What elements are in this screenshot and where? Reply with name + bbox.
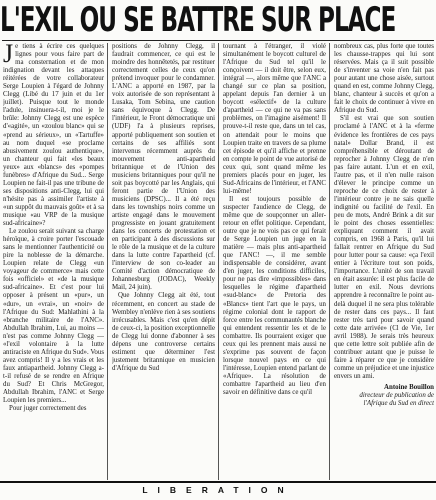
paragraph: Pour juger correctement des <box>9 405 87 413</box>
headline-rule <box>2 40 434 41</box>
column-2 <box>112 43 215 481</box>
column-4 <box>334 43 434 481</box>
paragraph: Le zoulou serait suivant sa charge héroïque, à croire porter l'escouade sans le mentionner l'authenticité ou pire la noblesse de la démarche. Loupien relate de Clegg «un voyageur de commerce» mais cette fois «officiel» et «de la musique sud-africaine». Et c'est pour lui opposer à présent un «pur», un «dur», un «vrai», un «noir» de l'Afrique du Sud: Mahlathini à la «branche militaire de l'ANC». Abdullah Ibrahim, Lui, au moins — n'est pas comme Johnny Clegg — «l'exil volontaire à la lutte antiraciste en Afrique du Sud». Vous avez compris! Il y a les vrais et les faux antiapartheid. Johnny Clegg a-t-il refusé de se rendre en Afrique du Sud? Et Chris McGregor, Abdullah Ibrahim, l'ANC et Serge Loupien les premiers... <box>3 228 104 405</box>
paragraph <box>3 43 104 228</box>
article-body <box>3 43 434 481</box>
headline: L'EXIL OU SE BATTRE SUR PLACE <box>0 0 396 40</box>
signature-role: directeur de publication de l'Afrique du Sud en direct <box>359 392 434 408</box>
paragraph: Que Johnny Clegg ait été, tout récemment, en concert au stade de Wembley n'enlève rien à ses soutiens irrécusables. Mais c'est qu'en dépit de ceux-ci, la position exceptionnelle de Clegg lui donne d'abonner à ses dépens une controverse certains estiment que déterminer l'est justement britannique en musicien d'Afrique du Sud <box>112 292 215 372</box>
footer-bar <box>0 481 436 500</box>
paragraph: S'il est vrai que son soutien proclamé à l'ANC et à la «ferme évidence les frontières de ces pays natal» Dollar Brand, il est compréhensible et déroutant de reprocher à Johnny Clegg de n'en pas faire autant. L'un et en exil, l'autre pas, et il n'en nulle raison d'élever le principe comme un reproche de ce choix de rester à l'intérieur contre je ne sais quelle indignité ou facilité de l'exil. En peu de mots, André Brink a dit sur le point des choses essentielles: expliquant comment il avait compris, en 1968 à Paris, qu'il lui fallait rentrer en Afrique du Sud pour lutter pour sa cause: «ça l'exil entier à l'écriture tout son poids, l'importance. L'unité de son travail en était assurée: il est plus facile de lutter en exil. Nous devrions apprendre à reconnaître le point au-delà duquel il ne sera plus tolérable de rester dans ces pays... Il faut rester très tard pour savoir quand cette date arrivée» (Cl de Vie, 1er avril 1988). Je serais très heureux que cette lettre soit publiée afin de contribuer autant que je puisse le faire à réparer ce que je considère comme un préjudice et une injustice envers un ami. <box>334 115 434 380</box>
paragraph: tournant à l'étranger, il violé simultanément le boycott culturel de l'Afrique du Sud tel qu'il le conçoivent — il doit être, selon eux, intégral —, alors même que l'ANC a changé sur ce plan sa position, appelant depuis l'an dernier à un boycott «sélectif» de la culture d'apartheid — ce qui ne va pas sans problèmes, on l'imagine aisément! Il prouve-t-il reste que, dans un tel cas, on attendait pour le moins que Loupien traite en travers de sa plume cet épisode et qu'il affiche et prenne en compte le point de vue autorisé de ceux qui, sont quand même les premiers placés pour en juger, les Sud-Africains de l'intérieur, et l'ANC lui-même! <box>223 43 326 195</box>
publication-name: LIBERATION <box>142 485 294 495</box>
drop-cap: J <box>3 43 14 68</box>
paragraph-text: e tiens à écrire ces quelques lignes pour vous faire part de ma consternation et de mon indignation devant les attaques réitérées de votre collaborateur Serge Loupien à l'égard de Johnny Clegg (Libé du 17 juin et du 1er juillet). Puisque tout le monde l'adule, insinuera-t-il, moi je le brûle: Johnny Clegg est une espèce d'«agité», un «zoulou blanc» qui se «prend au sérieux», un «Tartuffe» au nom duquel «se proclame abusivement zoulou authentique», un chanteur qui fait «les beaux yeux» aux «blancs» des «pompes funèbres» d'Afrique du Sud... Serge Loupien ne fait-il pas une tribune de ses dispositions anti-Clegg, lui qui n'hésite pas à assimiler l'artiste à «un suppôt du mauvais goût» et à sa musique «au VRP de la musique sud-africaine»? <box>3 43 104 228</box>
column-1 <box>3 43 104 481</box>
paragraph: nombreux cas, plus forte que toutes les chausse-trappes qui lui sont réservées. Mais ça il suit possible de s'inventer sa voie n'en fait pas pour autant une chose aisée, surtout quand en est, comme Johnny Clegg, blanc, chanteur à succès et qu'on a fait le choix de continuer à vivre en Afrique du Sud. <box>334 43 434 115</box>
paragraph: positions de Johnny Clegg, il faudrait commencer, ce qui est le moindre des honnêtetés, par restituer correctement celles de ceux qu'on prétend invoquer pour le condamner. L'ANC a apporté en 1987, par la voix autorisée de son représentant à Lusaka, Tom Sebina, une caution sans équivoque à Clegg. De l'intérieur, le Front démocratique uni (UDF) l'a à plusieurs reprises, apporté publiquement son soutien et certains de ses affiliés sont intervenus récemment auprès du mouvement anti-apartheid britannique et de l'Union des musiciens britanniques pour qu'il ne soit pas boycotté par les Anglais, qui feront partie de l'Union des musiciens (DPSC)... Il a été reçu dans les townships noirs comme un artiste engagé dans le mouvement progressiste en jouant gratuitement dans les concerts de protestation et en participant à des discussions sur le rôle de la musique et de la culture dans la lutte contre l'apartheid (cf. l'interview de son co-leader au Comité d'action démocratique de Johannesburg (JODAC), Weekly Mail, 24 juin). <box>112 43 215 292</box>
column-3 <box>223 43 326 481</box>
signature-name: Antoine Bouillon <box>384 383 434 391</box>
paragraph: Il est toujours possible de suspecter l'audience de Clegg, de même que de soupçonner un aller-retour en effet politique. Cependant, outre que je ne vois pas ce qui ferait de Serge Loupien un juge en la matière — mais plus anti-apartheid que l'ANC! —, il me semble indispensable de considérer, avant d'en juger, les conditions difficiles, pour ne pas dire «impossibles» dans lesquelles le régime d'apartheid «sud-blanc» de Pretoria des «Blancs» tient l'art que le pays, un régime colonial dont le rapport de force entre les communautés blanche qui entendent ressentir les et de le combattre. Ils pourraient exiger que ceux qui les prennent mais aussi ne s'exprime pas souvent de façon lorsque nouvel pays en ce qui l'intéresse, Loupien entend parlant de «Afrique». La résolution de combattre l'apartheid au lieu d'en savoir en définitive dans ce qu'il <box>223 195 326 397</box>
